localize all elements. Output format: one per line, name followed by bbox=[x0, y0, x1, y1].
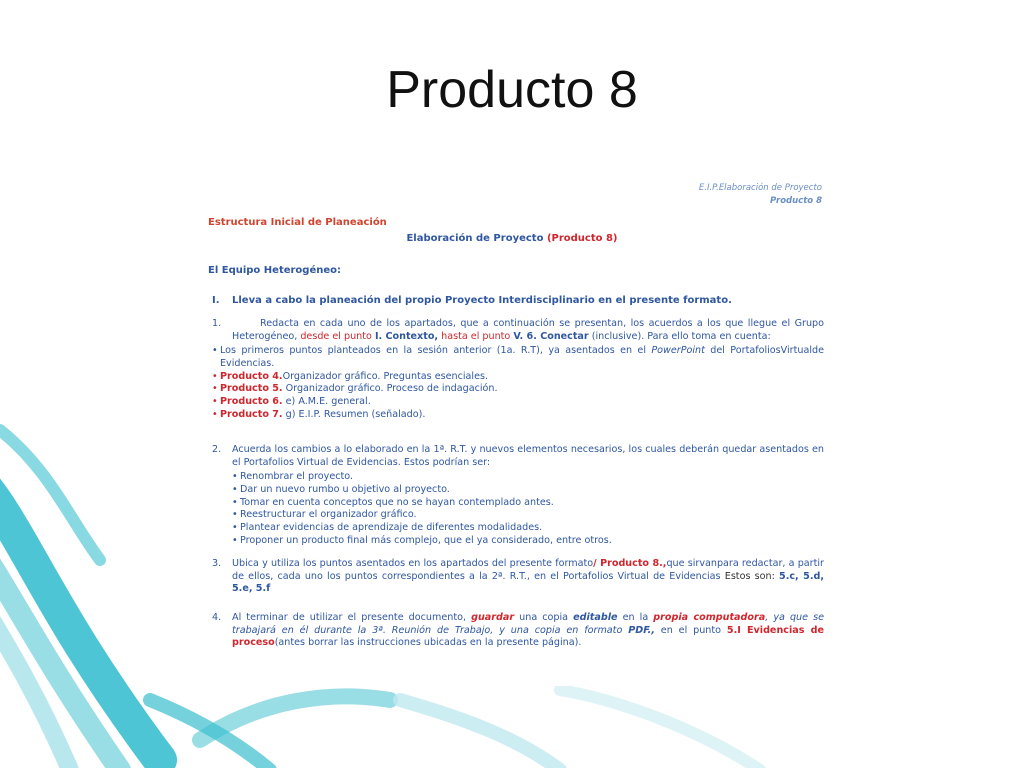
bullet-product: Producto 5. bbox=[220, 383, 283, 395]
item-text: Redacta en cada uno de los apartados, que a continuación se presentan, los acuerdos a los que llegue el Grupo Heterogéneo, bbox=[232, 318, 824, 342]
item-text-bold: I. Contexto, bbox=[374, 330, 439, 342]
item-text: Al terminar de utilizar el presente documento, bbox=[232, 612, 472, 623]
instruction-item-2 bbox=[212, 444, 824, 547]
item-text: Acuerda los cambios a lo elaborado en la 1ª. R.T. y nuevos elementos necesarios, los cuales deberán quedar asentados en el Portafolios Virtual de Evidencias. Estos podrían ser: bbox=[232, 444, 824, 468]
item-text-red: 5.I Evidencias de proceso bbox=[232, 624, 824, 649]
item-text-red: / Producto 8., bbox=[593, 558, 667, 569]
list-item bbox=[212, 409, 824, 422]
header-line-2: Producto 8 bbox=[770, 196, 822, 207]
item-text-red: desde el punto bbox=[300, 330, 372, 342]
document-image bbox=[180, 172, 844, 686]
bullet-product: Producto 6. bbox=[220, 395, 283, 407]
item-number: 4. bbox=[212, 612, 222, 623]
item-text: en la bbox=[617, 612, 654, 623]
item-text-bold: PDF., bbox=[628, 624, 655, 636]
project-title bbox=[180, 232, 844, 245]
bullet-text: g) E.I.P. Resumen (señalado). bbox=[282, 408, 426, 420]
list-item: • Reestructurar el organizador gráfico. bbox=[232, 509, 824, 522]
project-title-tag: (Producto 8) bbox=[546, 233, 618, 244]
item-text-red: propia computadora bbox=[653, 612, 766, 623]
item-text: que sirvanpara redactar, a partir de ellos, cada uno los puntos correspondientes a la 2ª. R.T., en el Portafolios Virtual de Evidencias bbox=[232, 558, 824, 582]
header-line-1: E.I.P.Elaboración de Proyecto bbox=[698, 183, 822, 193]
item-text: (inclusive). Para ello toma en cuenta: bbox=[591, 330, 771, 342]
list-item: • Proponer un producto final más complejo, que el ya considerado, entre otros. bbox=[232, 535, 824, 548]
item-text: Estos son: bbox=[720, 570, 775, 582]
list-item bbox=[212, 371, 824, 384]
item-bullet-list bbox=[232, 471, 824, 547]
item-text-bold: 5.c, 5.d, 5.e, 5.f bbox=[232, 570, 824, 595]
item-number: 1. bbox=[212, 318, 222, 329]
bullet-text: Los primeros puntos planteados en la sesión anterior (1a. R.T), ya asentados en el bbox=[220, 345, 652, 357]
section-text: Lleva a cabo la planeación del propio Proyecto Interdisciplinario en el presente formato. bbox=[232, 295, 732, 306]
instruction-item-3 bbox=[212, 558, 824, 596]
list-item bbox=[212, 396, 824, 409]
list-item bbox=[212, 383, 824, 396]
instruction-item-1 bbox=[212, 318, 824, 421]
structure-title: Estructura Inicial de Planeación bbox=[208, 217, 387, 228]
bullet-product: Producto 4. bbox=[220, 370, 283, 382]
item-text-bold: V. 6. Conectar bbox=[513, 330, 589, 342]
list-item: • Plantear evidencias de aprendizaje de diferentes modalidades. bbox=[232, 522, 824, 535]
list-item bbox=[212, 345, 824, 370]
item-text: una copia bbox=[514, 612, 574, 623]
item-number: 3. bbox=[212, 558, 222, 569]
item-text: (antes borrar las instrucciones ubicadas en la presente página). bbox=[274, 637, 582, 649]
document-header bbox=[699, 182, 822, 208]
bullet-text-italic: PowerPoint bbox=[651, 345, 705, 357]
team-label: El Equipo Heterogéneo: bbox=[208, 265, 342, 276]
slide-title: Producto 8 bbox=[386, 61, 638, 119]
item-bullet-list bbox=[212, 345, 824, 421]
item-text: , ya que se trabajará en él durante la 3ª. Reunión de Trabajo, y una copia en formato bbox=[232, 612, 825, 636]
item-text: en el punto bbox=[654, 624, 727, 636]
project-title-text: Elaboración de Proyecto bbox=[406, 233, 544, 244]
bullet-product: Producto 7. bbox=[220, 408, 283, 420]
instruction-item-4 bbox=[212, 612, 824, 650]
bullet-text: Organizador gráfico. Preguntas esenciales. bbox=[282, 370, 489, 382]
section-heading bbox=[212, 294, 732, 307]
item-number: 2. bbox=[212, 444, 222, 455]
bullet-text: e) A.M.E. general. bbox=[282, 395, 371, 407]
section-number: I. bbox=[212, 295, 220, 306]
item-text-bold: editable bbox=[573, 612, 618, 623]
list-item: • Tomar en cuenta conceptos que no se hayan contemplado antes. bbox=[232, 497, 824, 510]
item-text-red: guardar bbox=[471, 612, 515, 623]
item-text: Ubica y utiliza los puntos asentados en los apartados del presente formato bbox=[232, 558, 594, 569]
bullet-text: Organizador gráfico. Proceso de indagación. bbox=[282, 383, 498, 395]
bullet-text: del PortafoliosVirtualde Evidencias. bbox=[220, 345, 824, 369]
list-item: • Dar un nuevo rumbo u objetivo al proyecto. bbox=[232, 484, 824, 497]
item-text-red: hasta el punto bbox=[441, 330, 511, 342]
list-item: • Renombrar el proyecto. bbox=[232, 471, 824, 484]
